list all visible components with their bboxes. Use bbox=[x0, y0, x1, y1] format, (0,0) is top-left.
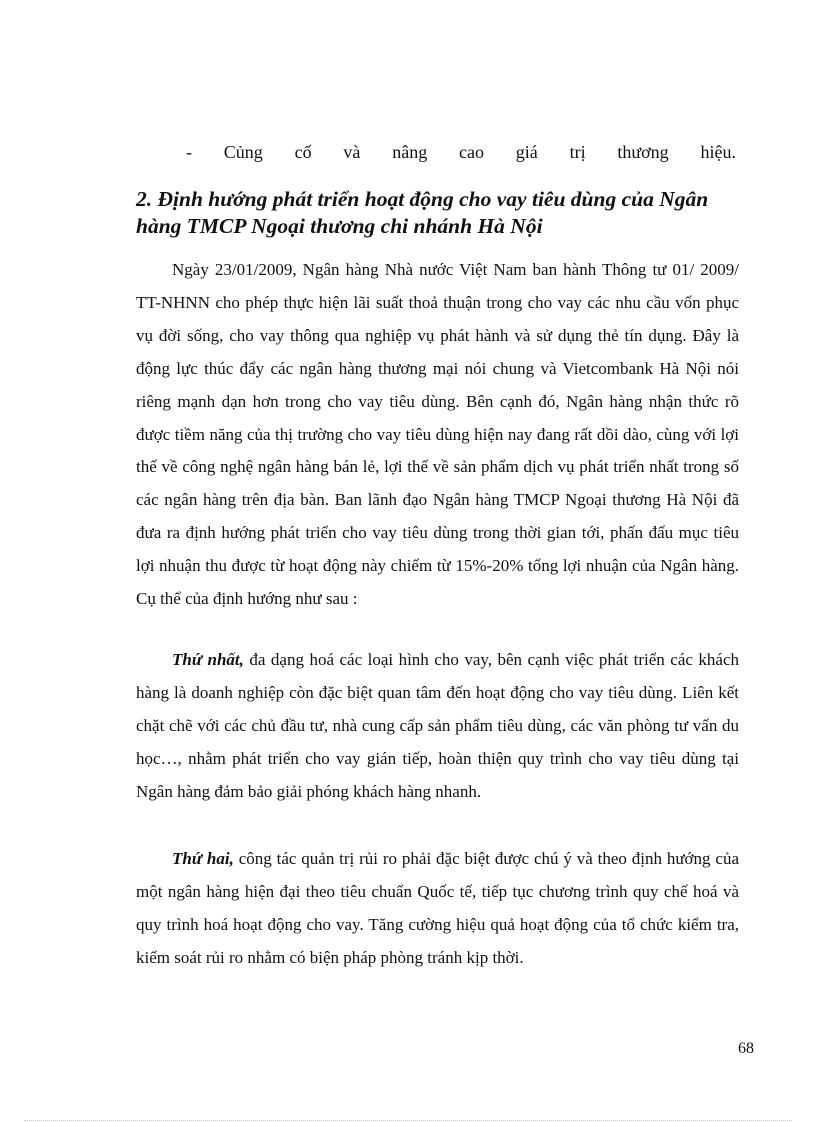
paragraph-second-lead: Thứ hai, bbox=[172, 849, 234, 868]
bullet-word: và bbox=[343, 142, 361, 162]
paragraph-first bbox=[136, 644, 739, 809]
paragraph-first-lead: Thứ nhất, bbox=[172, 650, 244, 669]
bullet-dash: - bbox=[186, 142, 192, 162]
bullet-line bbox=[186, 138, 736, 166]
bullet-word: giá bbox=[515, 142, 538, 162]
page-number: 68 bbox=[738, 1040, 754, 1057]
paragraph-second-body: công tác quản trị rủi ro phải đặc biệt được chú ý và theo định hướng của một ngân hàng hiện đại theo tiêu chuẩn Quốc tế, tiếp tục chương trình quy chế hoá và quy trình hoá hoạt động cho vay. Tăng cường hiệu quả hoạt động của tổ chức kiểm tra, kiểm soát rủi ro nhằm có biện pháp phòng tránh kịp thời. bbox=[136, 849, 740, 967]
page-bottom-divider bbox=[24, 1120, 792, 1121]
paragraph-intro: Ngày 23/01/2009, Ngân hàng Nhà nước Việt Nam ban hành Thông tư 01/ 2009/ TT-NHNN cho phép thực hiện lãi suất thoả thuận trong cho vay các nhu cầu vốn phục vụ đời sống, cho vay thông qua nghiệp vụ phát hành và sử dụng thẻ tín dụng. Đây là động lực thúc đẩy các ngân hàng thương mại nói chung và Vietcombank Hà Nội nói riêng mạnh dạn hơn trong cho vay tiêu dùng. Bên cạnh đó, Ngân hàng nhận thức rõ được tiềm năng của thị trường cho vay tiêu dùng hiện nay đang rất dồi dào, cùng với lợi thế về công nghệ ngân hàng bán lẻ, lợi thế về sản phẩm dịch vụ phát triển nhất trong số các ngân hàng trên địa bàn. Ban lãnh đạo Ngân hàng TMCP Ngoại thương Hà Nội đã đưa ra định hướng phát triển cho vay tiêu dùng trong thời gian tới, phấn đấu mục tiêu lợi nhuận thu được từ hoạt động này chiếm từ 15%-20% tổng lợi nhuận của Ngân hàng. Cụ thể của định hướng như sau : bbox=[136, 260, 739, 609]
bullet-word: cao bbox=[459, 142, 484, 162]
bullet-word: cố bbox=[294, 142, 312, 162]
bullet-word: thương bbox=[617, 142, 669, 162]
bullet-word: trị bbox=[569, 142, 586, 162]
paragraph-first-body: đa dạng hoá các loại hình cho vay, bên cạnh việc phát triển các khách hàng là doanh nghiệp còn đặc biệt quan tâm đến hoạt động cho vay tiêu dùng. Liên kết chặt chẽ với các chủ đầu tư, nhà cung cấp sản phẩm tiêu dùng, các văn phòng tư vấn du học…, nhằm phát triển cho vay gián tiếp, hoàn thiện quy trình cho vay tiêu dùng tại Ngân hàng đảm bảo giải phóng khách hàng nhanh. bbox=[136, 650, 740, 801]
bullet-word: hiệu. bbox=[700, 142, 736, 162]
section-heading: 2. Định hướng phát triển hoạt động cho vay tiêu dùng của Ngân hàng TMCP Ngoại thương chi nhánh Hà Nội bbox=[136, 187, 709, 238]
bullet-word: nâng bbox=[392, 142, 428, 162]
paragraph-second bbox=[136, 843, 739, 975]
bullet-word: Củng bbox=[223, 142, 263, 162]
